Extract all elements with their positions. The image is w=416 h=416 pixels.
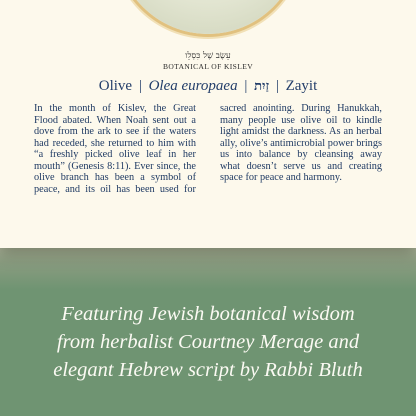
title-separator: | xyxy=(138,78,142,94)
tagline xyxy=(0,300,416,384)
transliteration: Zayit xyxy=(285,78,318,94)
latin-name: Olea europaea xyxy=(148,78,238,94)
moon-illustration xyxy=(116,0,300,34)
title-separator: | xyxy=(275,78,279,94)
title-separator: | xyxy=(244,78,248,94)
tagline-line: from herbalist Courtney Merage and xyxy=(56,331,360,353)
tagline-line: elegant Hebrew script by Rabbi Bluth xyxy=(53,359,363,381)
hebrew-caption: עֵשֶׂב שֶׁל כִּסְלֵו xyxy=(185,51,231,61)
common-name: Olive xyxy=(98,78,133,94)
description-text: In the month of Kislev, the Great Flood abated. When Noah sent out a dove from the ark to see if the waters had receded, she returned to him with “a freshly picked olive leaf in her mouth” (Genesis 8:11). Ever since, the olive branch has been a symbol of peace, and its oil has been used for sacred anointing. During Hanukkah, many people use olive oil to kindle light amidst the darkness. As an herbal ally, olive’s antimicrobial power brings us into balance by cleansing away what doesn’t serve us and creating space for peace and harmony. xyxy=(34,103,382,195)
plant-title xyxy=(0,78,416,95)
tagline-line: Featuring Jewish botanical wisdom xyxy=(61,303,355,325)
hebrew-name: זַיִת xyxy=(254,79,270,94)
botanical-label: BOTANICAL OF KISLEV xyxy=(162,62,254,71)
